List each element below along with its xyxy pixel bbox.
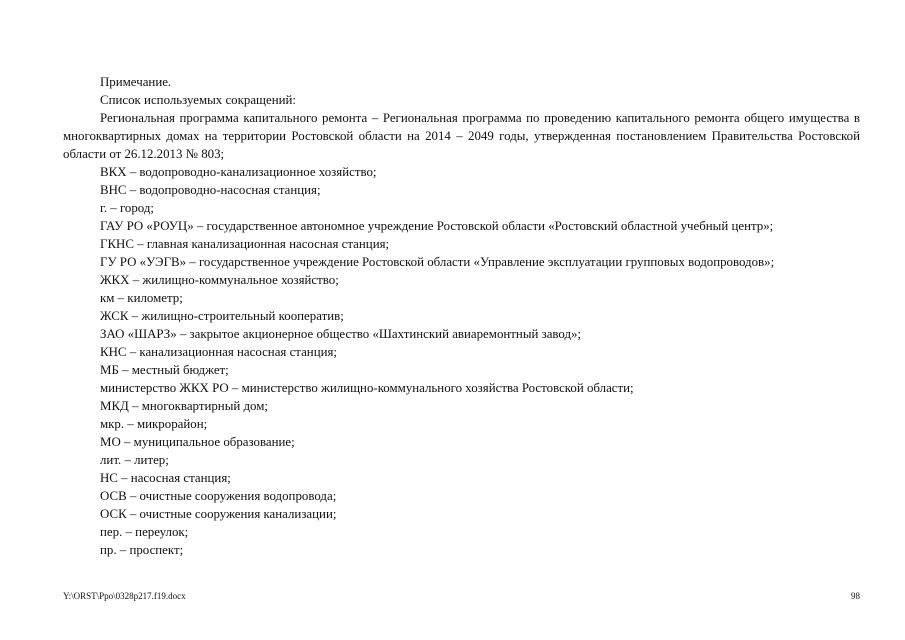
abbreviation-entry: мкр. – микрорайон; <box>100 417 208 431</box>
abbreviation-entry: КНС – канализационная насосная станция; <box>100 345 338 359</box>
abbreviation-entry: пер. – переулок; <box>100 525 189 539</box>
abbreviation-entry: ГУ РО «УЭГВ» – государственное учреждение Ростовской области «Управление эксплуатации групповых водопроводов»; <box>100 255 775 269</box>
abbreviation-entry: пр. – проспект; <box>100 543 184 557</box>
abbreviation-entry: НС – насосная станция; <box>100 471 231 485</box>
abbreviation-entry: Региональная программа капитального ремонта – Региональная программа по проведению капитального ремонта общего имущества в многоквартирных домах на территории Ростовской области на 2014 – 2049 годы, утвержденная постановлением Правительства Ростовской области от 26.12.2013 № 803; <box>63 111 860 161</box>
abbreviation-entry: ЖСК – жилищно-строительный кооператив; <box>100 309 344 323</box>
abbreviation-entry: лит. – литер; <box>100 453 169 467</box>
abbreviation-entry: ОСВ – очистные сооружения водопровода; <box>100 489 337 503</box>
abbreviation-entry: ГАУ РО «РОУЦ» – государственное автономное учреждение Ростовской области «Ростовский областной учебный центр»; <box>100 219 774 233</box>
abbreviation-entry: МБ – местный бюджет; <box>100 363 229 377</box>
abbreviation-entry: ЗАО «ШАРЗ» – закрытое акционерное общество «Шахтинский авиаремонтный завод»; <box>100 327 582 341</box>
abbreviation-entry: ЖКХ – жилищно-коммунальное хозяйство; <box>100 273 339 287</box>
file-path: Y:\ORST\Ppo\0328p217.f19.docx <box>63 591 186 601</box>
abbreviation-entry: министерство ЖКХ РО – министерство жилищно-коммунального хозяйства Ростовской области; <box>100 381 634 395</box>
abbreviation-entry: ГКНС – главная канализационная насосная станция; <box>100 237 390 251</box>
abbreviation-entry: г. – город; <box>100 201 155 215</box>
page-number: 98 <box>851 591 860 601</box>
abbreviations-heading: Список используемых сокращений: <box>100 93 296 107</box>
abbreviation-entry: МО – муниципальное образование; <box>100 435 295 449</box>
note-heading: Примечание. <box>100 75 172 89</box>
abbreviation-entry: ВНС – водопроводно-насосная станция; <box>100 183 321 197</box>
abbreviation-entry: МКД – многоквартирный дом; <box>100 399 268 413</box>
abbreviation-entry: ОСК – очистные сооружения канализации; <box>100 507 337 521</box>
abbreviation-entry: км – километр; <box>100 291 183 305</box>
abbreviation-entry: ВКХ – водопроводно-канализационное хозяйство; <box>100 165 377 179</box>
document-body <box>63 73 860 559</box>
